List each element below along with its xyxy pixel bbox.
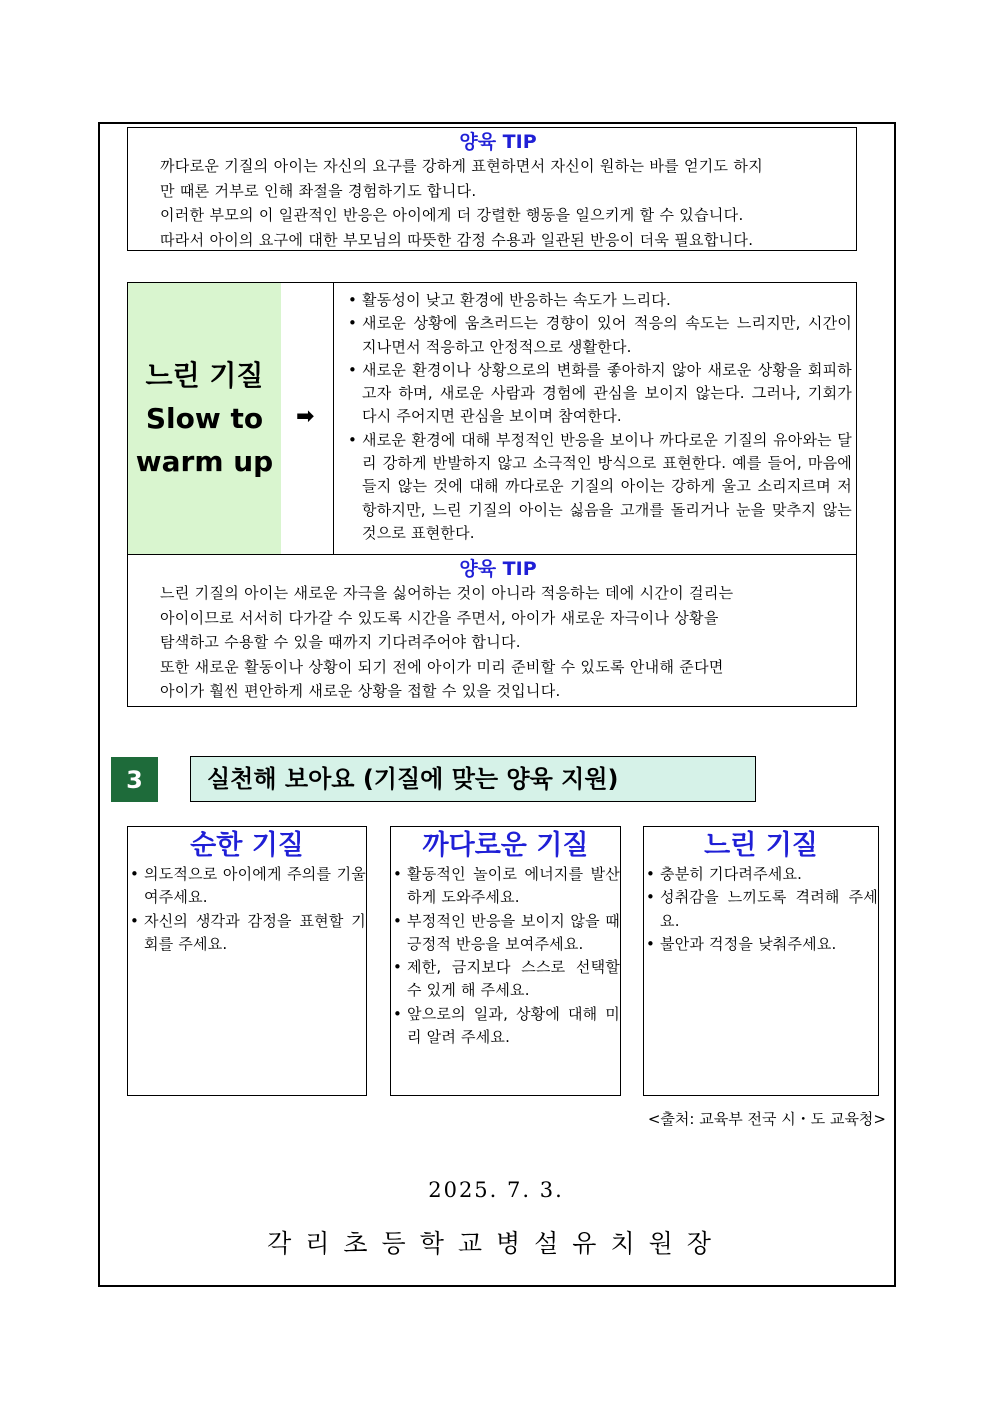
- tip-line: 느린 기질의 아이는 새로운 자극을 싫어하는 것이 아니라 적응하는 데에 시간이 걸리는: [160, 584, 734, 602]
- tip-line: 또한 새로운 활동이나 상황이 되기 전에 아이가 미리 준비할 수 있도록 안내해 준다면: [160, 657, 724, 676]
- list-item: • 성취감을 느끼도록 격려해 주세요.: [644, 886, 878, 933]
- column-difficult: [390, 826, 621, 1096]
- arrow-right-icon: ➡: [296, 404, 315, 429]
- list-item: • 새로운 환경에 대해 부정적인 반응을 보이나 까다로운 기질의 유아와는 달리 강하게 반발하지 않고 소극적인 방식으로 표현한다. 예를 들어, 마음에 들지 않는 것에 대해 까다로운 기질의 아이는 강하게 울고 소리지르며 저항하지만, 느린 기질의 아이는 싫음을 고개를 돌리거나 눈을 맞추지 않는 것으로 표현한다.: [346, 429, 852, 545]
- list-item: • 활동적인 놀이로 에너지를 발산하게 도와주세요.: [391, 863, 620, 910]
- column-title: 느린 기질: [704, 830, 818, 861]
- column-list: [644, 863, 878, 956]
- column-list: [391, 863, 620, 1049]
- tip-line: 아이가 훨씬 편안하게 새로운 상황을 접할 수 있을 것입니다.: [160, 682, 561, 700]
- slow-description-box: [333, 282, 857, 555]
- tip-title: 양육 TIP: [459, 131, 537, 153]
- column-title: 순한 기질: [190, 830, 304, 861]
- tip-line: 만 때론 거부로 인해 좌절을 경험하기도 합니다.: [160, 181, 477, 200]
- source-note: <출처: 교육부 전국 시・도 교육청>: [647, 1110, 886, 1128]
- tip-text: [160, 154, 836, 252]
- list-item: • 불안과 걱정을 낮춰주세요.: [644, 933, 878, 956]
- tip-title: 양육 TIP: [459, 558, 537, 580]
- column-slow: [643, 826, 879, 1096]
- list-item: • 자신의 생각과 감정을 표현할 기회를 주세요.: [128, 910, 366, 957]
- tip-box-slow: [127, 554, 857, 707]
- list-item: • 활동성이 낮고 환경에 반응하는 속도가 느리다.: [346, 289, 852, 312]
- tip-line: 까다로운 기질의 아이는 자신의 요구를 강하게 표현하면서 자신이 원하는 바를 얻기도 하지: [160, 157, 763, 175]
- tip-line: 탐색하고 수용할 수 있을 때까지 기다려주어야 합니다.: [160, 633, 521, 651]
- list-item: • 충분히 기다려주세요.: [644, 863, 878, 886]
- section-number: 3: [111, 757, 158, 802]
- label-en: warm up: [135, 445, 274, 478]
- list-item: • 의도적으로 아이에게 주의를 기울여주세요.: [128, 863, 366, 910]
- column-title: 까다로운 기질: [422, 830, 589, 861]
- list-item: • 제한, 금지보다 스스로 선택할 수 있게 해 주세요.: [391, 956, 620, 1003]
- column-easy: [127, 826, 367, 1096]
- tip-line: 아이이므로 서서히 다가갈 수 있도록 시간을 주면서, 아이가 새로운 자극이나 상황을: [160, 608, 719, 627]
- document-date: 2025. 7. 3.: [428, 1178, 564, 1202]
- list-item: • 새로운 환경이나 상황으로의 변화를 좋아하지 않아 새로운 상황을 회피하고자 하며, 새로운 사람과 경험에 관심을 보이지 않는다. 그러나, 기회가 다시 주어지면 관심을 보이며 참여한다.: [346, 359, 852, 429]
- tip-text: [160, 581, 836, 704]
- label-ko: 느린 기질: [145, 359, 264, 392]
- section-title: 실천해 보아요 (기질에 맞는 양육 지원): [190, 756, 756, 802]
- tip-line: 이러한 부모의 이 일관적인 반응은 아이에게 더 강렬한 행동을 일으키게 할 수 있습니다.: [160, 206, 744, 224]
- school-signature: 각리초등학교병설유치원장: [267, 1229, 725, 1258]
- tip-line: 따라서 아이의 요구에 대한 부모님의 따뜻한 감정 수용과 일관된 반응이 더욱 필요합니다.: [160, 230, 754, 249]
- slow-bullet-list: [346, 289, 852, 545]
- label-en: Slow to: [145, 402, 264, 435]
- list-item: • 새로운 상황에 움츠러드는 경향이 있어 적응의 속도는 느리지만, 시간이 지나면서 적응하고 안정적으로 생활한다.: [346, 312, 852, 359]
- list-item: • 부정적인 반응을 보이지 않을 때 긍정적 반응을 보여주세요.: [391, 910, 620, 957]
- list-item: • 앞으로의 일과, 상황에 대해 미리 알려 주세요.: [391, 1003, 620, 1050]
- slow-temperament-label: [127, 282, 282, 555]
- tip-box-difficult: [127, 127, 857, 251]
- column-list: [128, 863, 366, 956]
